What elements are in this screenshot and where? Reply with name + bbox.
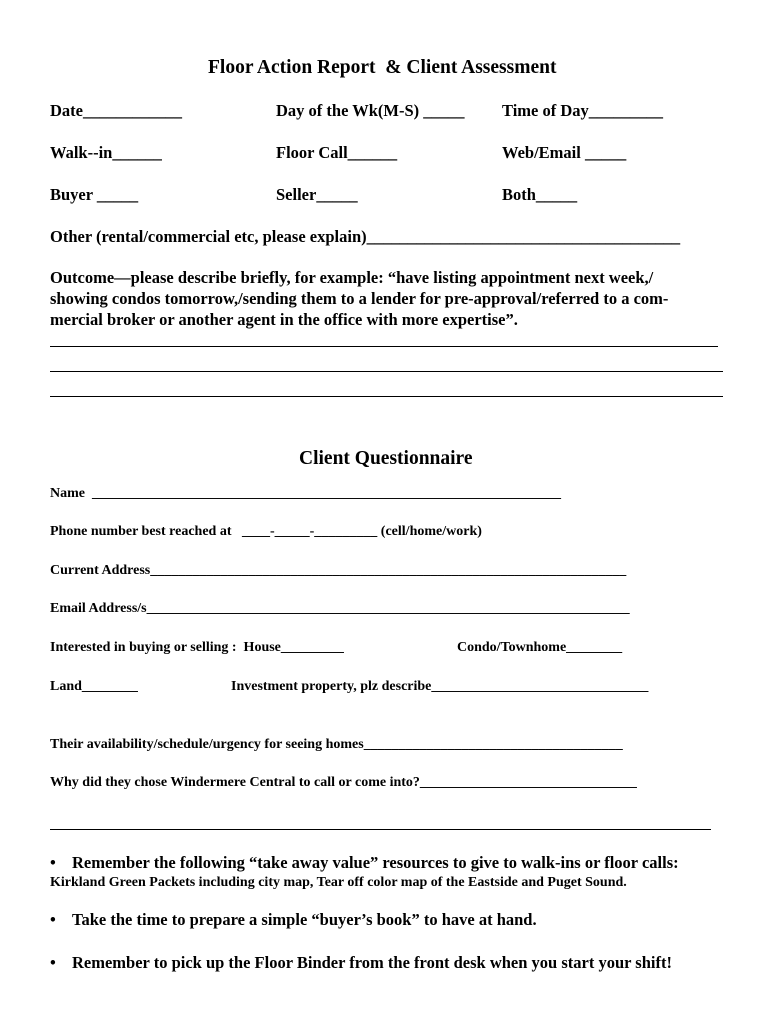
- land-field[interactable]: Land________: [50, 679, 138, 694]
- buyer-field[interactable]: Buyer _____: [50, 185, 139, 204]
- seller-field[interactable]: Seller_____: [276, 185, 358, 204]
- outcome-text-line-1: Outcome—please describe briefly, for example: “have listing appointment next week,/: [50, 268, 654, 287]
- bullet-2: •: [50, 910, 56, 929]
- reminder-2-text: Take the time to prepare a simple “buyer’s book” to have at hand.: [72, 910, 537, 929]
- current-address-field[interactable]: Current Address____________________________________________________________________: [50, 563, 627, 578]
- floor-call-field[interactable]: Floor Call______: [276, 143, 398, 162]
- investment-property-field[interactable]: Investment property, plz describe_______________________________: [231, 679, 649, 694]
- phone-field[interactable]: Phone number best reached at ____-_____-_________ (cell/home/work): [50, 524, 482, 539]
- other-field[interactable]: Other (rental/commercial etc, please explain)______________________________________: [50, 227, 681, 246]
- name-field[interactable]: Name ___________________________________________________________________: [50, 486, 561, 501]
- reminder-1-text: Remember the following “take away value” resources to give to walk-ins or floor calls:: [72, 853, 679, 872]
- outcome-text-line-2: showing condos tomorrow,/sending them to a lender for pre-approval/referred to a com-: [50, 289, 669, 308]
- outcome-answer-line-2[interactable]: [50, 371, 723, 372]
- outcome-answer-line-1[interactable]: [50, 346, 718, 347]
- walk-in-field[interactable]: Walk--in______: [50, 143, 162, 162]
- both-field[interactable]: Both_____: [502, 185, 578, 204]
- outcome-answer-line-3[interactable]: [50, 396, 723, 397]
- bullet-1: •: [50, 853, 56, 872]
- outcome-text-line-3: mercial broker or another agent in the office with more expertise”.: [50, 310, 518, 329]
- reminder-3-text: Remember to pick up the Floor Binder from the front desk when you start your shift!: [72, 953, 672, 972]
- day-of-week-field[interactable]: Day of the Wk(M-S) _____: [276, 101, 465, 120]
- reminder-1-detail: Kirkland Green Packets including city map, Tear off color map of the Eastside and Puget Sound.: [50, 875, 627, 890]
- time-of-day-field[interactable]: Time of Day_________: [502, 101, 664, 120]
- why-windermere-field[interactable]: Why did they chose Windermere Central to call or come into?_______________________________: [50, 775, 637, 790]
- availability-field[interactable]: Their availability/schedule/urgency for seeing homes_____________________________________: [50, 737, 623, 752]
- condo-townhome-field[interactable]: Condo/Townhome________: [457, 640, 623, 655]
- email-address-field[interactable]: Email Address/s_____________________________________________________________________: [50, 601, 630, 616]
- report-title: Floor Action Report & Client Assessment: [208, 57, 557, 78]
- questionnaire-title: Client Questionnaire: [299, 448, 473, 469]
- date-field[interactable]: Date____________: [50, 101, 182, 120]
- web-email-field[interactable]: Web/Email _____: [502, 143, 627, 162]
- extra-answer-line[interactable]: [50, 829, 711, 830]
- interested-house-field[interactable]: Interested in buying or selling : House_________: [50, 640, 344, 655]
- bullet-3: •: [50, 953, 56, 972]
